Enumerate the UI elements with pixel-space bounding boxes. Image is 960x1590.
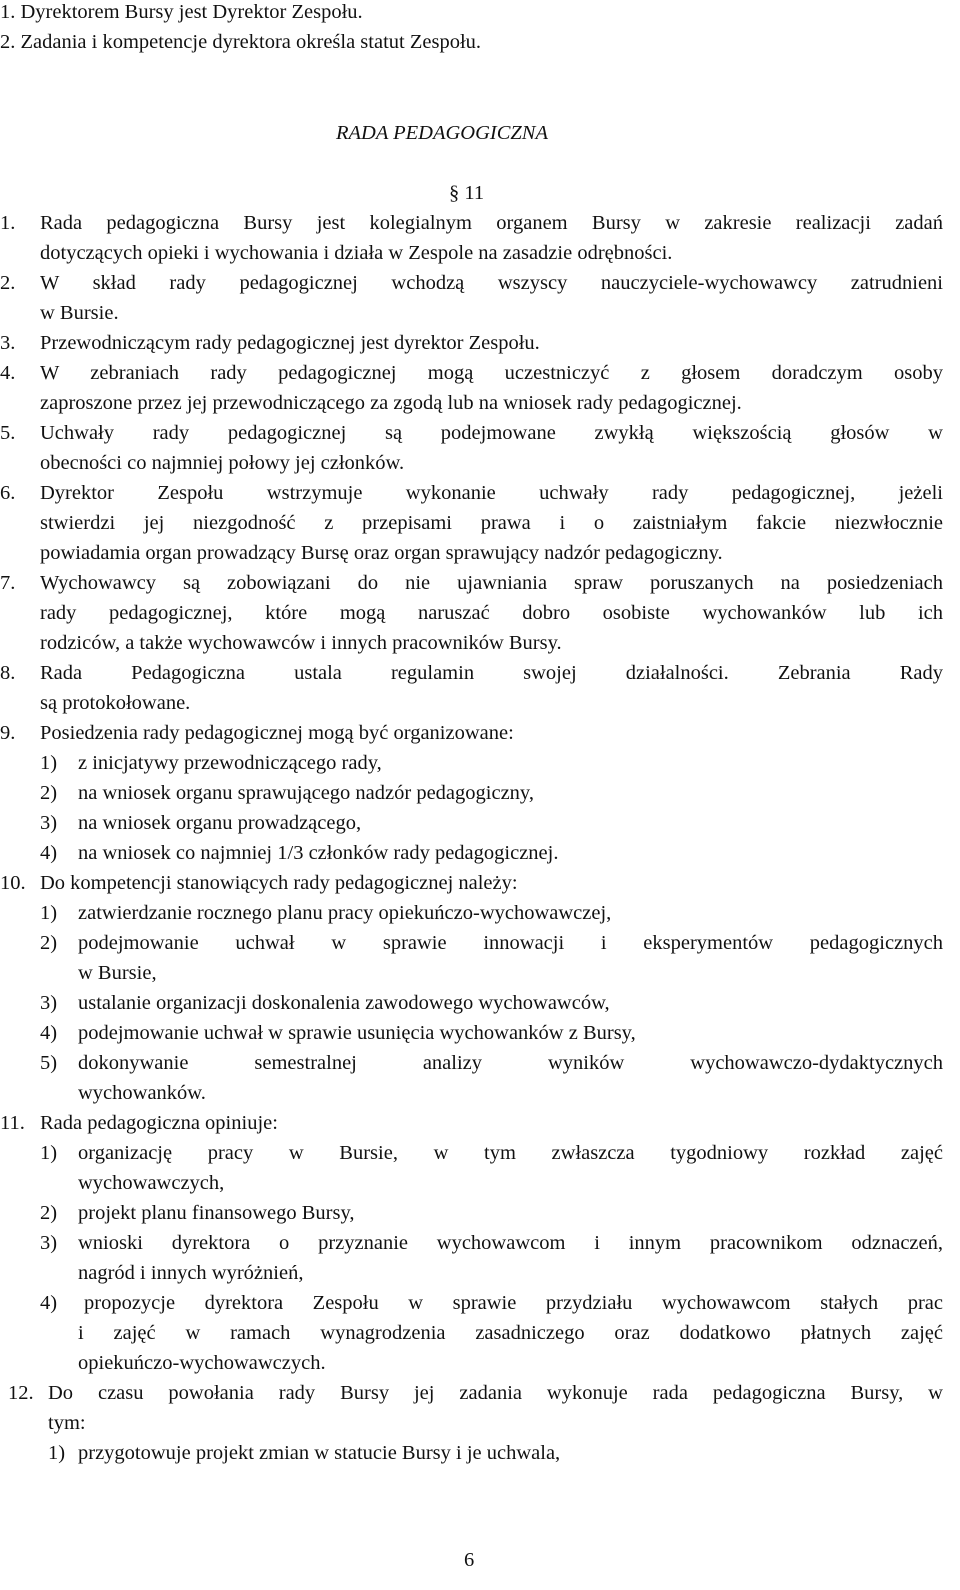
item-number: 3. — [0, 332, 16, 354]
sub-item-text: opiekuńczo-wychowawczych. — [78, 1352, 326, 1374]
item-text: Uchwały rady pedagogicznej są podejmowane zwykłą większością głosów w — [40, 422, 943, 444]
sub-item-text: na wniosek organu prowadzącego, — [78, 812, 362, 834]
item-number: 8. — [0, 662, 16, 684]
item-number: 11. — [0, 1112, 25, 1134]
sub-item-text: w Bursie, — [78, 962, 157, 984]
item-text: rodziców, a także wychowawców i innych pracowników Bursy. — [40, 632, 562, 654]
sub-item-text: ustalanie organizacji doskonalenia zawodowego wychowawców, — [78, 992, 610, 1014]
sub-item-text: na wniosek organu sprawującego nadzór pedagogiczny, — [78, 782, 534, 804]
item-text: dotyczących opieki i wychowania i działa w Zespole na zasadzie odrębności. — [40, 242, 673, 264]
sub-item-number: 2) — [40, 1202, 58, 1224]
sub-item-text: wnioski dyrektora o przyznanie wychowawcom i innym pracownikom odznaczeń, — [78, 1232, 943, 1254]
sub-item-text: wychowawczych, — [78, 1172, 225, 1194]
item-number: 9. — [0, 722, 16, 744]
item-text: W zebraniach rady pedagogicznej mogą uczestniczyć z głosem doradczym osoby — [40, 362, 943, 384]
item-text: obecności co najmniej połowy jej członków. — [40, 452, 405, 474]
item-number: 6. — [0, 482, 16, 504]
item-text: Przewodniczącym rady pedagogicznej jest dyrektor Zespołu. — [40, 332, 540, 354]
sub-item-number: 4) — [40, 1292, 58, 1314]
item-text: stwierdzi jej niezgodność z przepisami prawa i o zaistniałym fakcie niezwłocznie — [40, 512, 943, 534]
sub-item-number: 4) — [40, 1022, 58, 1044]
sub-item-number: 1) — [40, 752, 58, 774]
sub-item-number: 2) — [40, 932, 58, 954]
sub-item-text: projekt planu finansowego Bursy, — [78, 1202, 355, 1224]
sub-item-number: 1) — [40, 902, 58, 924]
sub-item-text: nagród i innych wyróżnień, — [78, 1262, 304, 1284]
item-text: Rada pedagogiczna Bursy jest kolegialnym organem Bursy w zakresie realizacji zadań — [40, 212, 943, 234]
item-text: Do kompetencji stanowiących rady pedagogicznej należy: — [40, 872, 518, 894]
item-number: 12. — [8, 1382, 34, 1404]
item-text: zaproszone przez jej przewodniczącego za zgodą lub na wniosek rady pedagogicznej. — [40, 392, 742, 414]
sub-item-text: na wniosek co najmniej 1/3 członków rady pedagogicznej. — [78, 842, 559, 864]
sub-item-number: 3) — [40, 1232, 58, 1254]
item-number: 1. — [0, 1, 16, 23]
item-text: Rada Pedagogiczna ustala regulamin swojej działalności. Zebrania Rady — [40, 662, 943, 684]
item-text: Wychowawcy są zobowiązani do nie ujawniania spraw poruszanych na posiedzeniach — [40, 572, 943, 594]
item-text: w Bursie. — [40, 302, 119, 324]
intro-item — [0, 0, 363, 27]
sub-item-text: podejmowanie uchwał w sprawie usunięcia wychowanków z Bursy, — [78, 1022, 636, 1044]
item-text: Rada pedagogiczna opiniuje: — [40, 1112, 278, 1134]
sub-item-text: z inicjatywy przewodniczącego rady, — [78, 752, 382, 774]
item-number: 1. — [0, 212, 16, 234]
page-number: 6 — [464, 1549, 475, 1571]
item-text: Dyrektor Zespołu wstrzymuje wykonanie uchwały rady pedagogicznej, jeżeli — [40, 482, 943, 504]
sub-item-number: 3) — [40, 992, 58, 1014]
sub-item-number: 2) — [40, 782, 58, 804]
sub-item-text: i zajęć w ramach wynagrodzenia zasadniczego oraz dodatkowo płatnych zajęć — [78, 1322, 943, 1344]
item-text: powiadamia organ prowadzący Bursę oraz organ sprawujący nadzór pedagogiczny. — [40, 542, 723, 564]
sub-item-text: propozycje dyrektora Zespołu w sprawie przydziału wychowawcom stałych prac — [84, 1292, 943, 1314]
paragraph-mark: § 11 — [449, 182, 485, 204]
item-text: Do czasu powołania rady Bursy jej zadania wykonuje rada pedagogiczna Bursy, w — [48, 1382, 943, 1404]
item-text: Dyrektorem Bursy jest Dyrektor Zespołu. — [20, 1, 363, 23]
sub-item-number: 1) — [40, 1142, 58, 1164]
section-title: RADA PEDAGOGICZNA — [336, 122, 549, 144]
sub-item-text: organizację pracy w Bursie, w tym zwłaszcza tygodniowy rozkład zajęć — [78, 1142, 943, 1164]
intro-item — [0, 27, 481, 57]
item-number: 10. — [0, 872, 26, 894]
sub-item-text: zatwierdzanie rocznego planu pracy opiekuńczo-wychowawczej, — [78, 902, 612, 924]
sub-item-number: 1) — [48, 1442, 66, 1464]
sub-item-text: przygotowuje projekt zmian w statucie Bursy i je uchwala, — [78, 1442, 561, 1464]
item-text: Posiedzenia rady pedagogicznej mogą być organizowane: — [40, 722, 514, 744]
sub-item-number: 5) — [40, 1052, 58, 1074]
sub-item-text: wychowanków. — [78, 1082, 206, 1104]
item-text: są protokołowane. — [40, 692, 191, 714]
sub-item-number: 3) — [40, 812, 58, 834]
sub-item-text: podejmowanie uchwał w sprawie innowacji i eksperymentów pedagogicznych — [78, 932, 943, 954]
sub-item-text: dokonywanie semestralnej analizy wyników wychowawczo-dydaktycznych — [78, 1052, 943, 1074]
item-text: Zadania i kompetencje dyrektora określa statut Zespołu. — [20, 31, 482, 53]
item-text: W skład rady pedagogicznej wchodzą wszyscy nauczyciele-wychowawcy zatrudnieni — [40, 272, 943, 294]
item-text: tym: — [48, 1412, 86, 1434]
item-number: 5. — [0, 422, 16, 444]
item-number: 4. — [0, 362, 16, 384]
item-number: 2. — [0, 272, 16, 294]
sub-item-number: 4) — [40, 842, 58, 864]
item-text: rady pedagogicznej, które mogą naruszać dobro osobiste wychowanków lub ich — [40, 602, 943, 624]
item-number: 2. — [0, 31, 16, 53]
item-number: 7. — [0, 572, 16, 594]
